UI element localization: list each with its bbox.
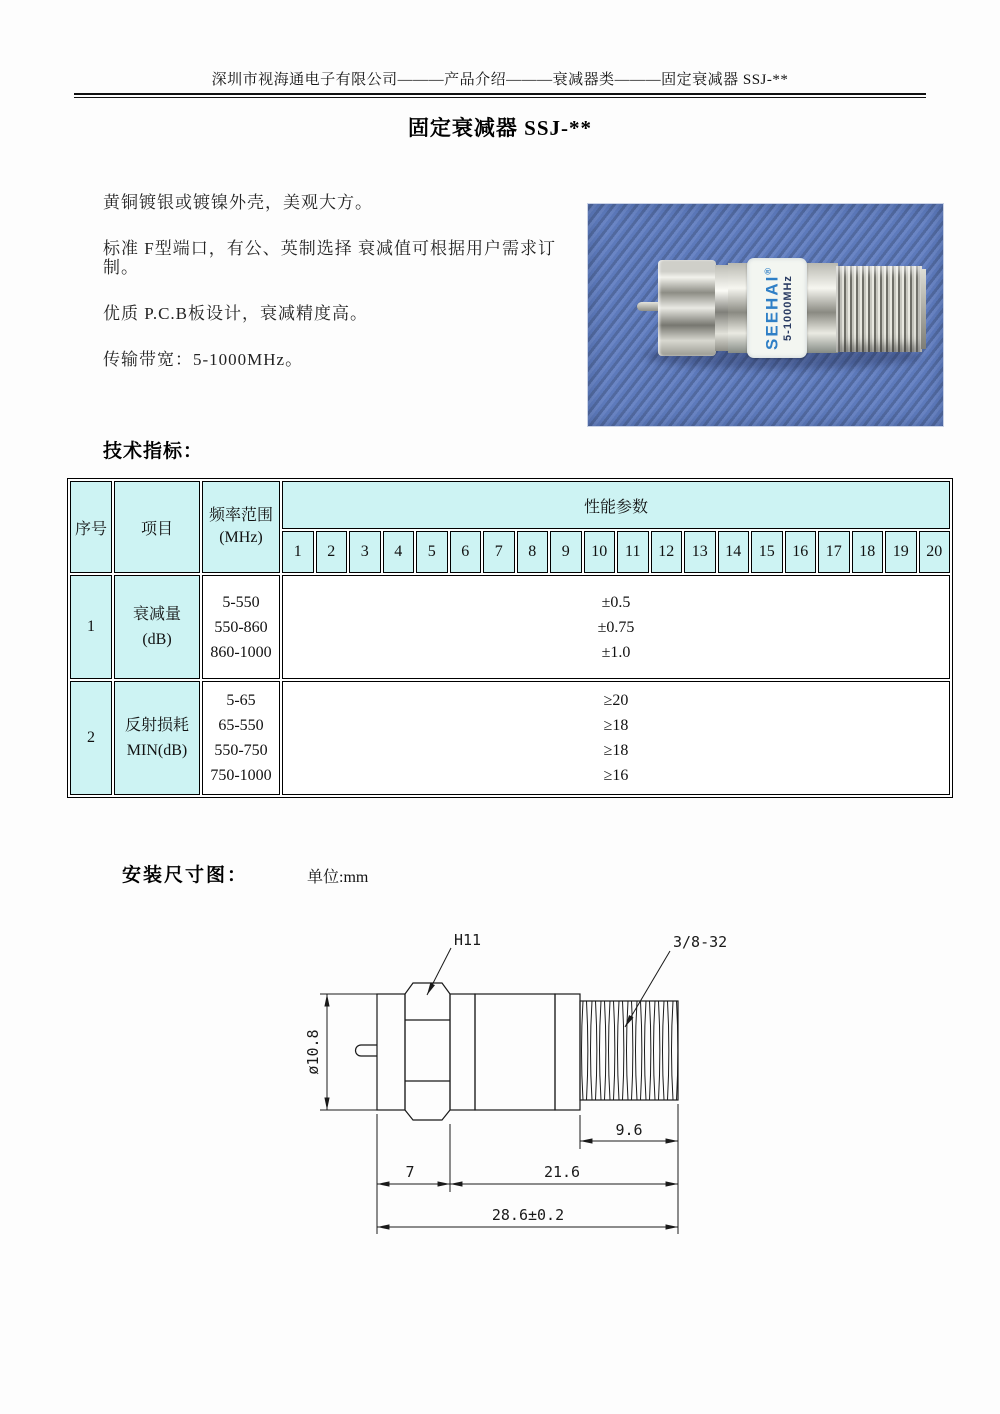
hex-nut-outline (405, 983, 450, 1120)
row-index: 1 (70, 575, 112, 679)
collar-ring (715, 265, 729, 351)
hex-nut (658, 260, 716, 356)
perf-number-row: 1 2 3 4 5 6 7 8 9 10 11 12 13 14 15 16 17 18 19 20 (70, 531, 950, 573)
neck-outline (450, 994, 475, 1110)
row-freq-ranges: 5-65 65-550 550-750 750-1000 (202, 681, 280, 795)
body-length-label: 21.6 (543, 1163, 581, 1181)
intro-paragraphs (103, 193, 583, 396)
page-title: 固定衰减器 SSJ-** (407, 116, 593, 140)
thread-outline (580, 1001, 678, 1100)
hex-leader-line (427, 948, 451, 995)
specs-heading: 技术指标： (103, 441, 204, 462)
header-rule (74, 93, 926, 98)
row-values: ±0.5 ±0.75 ±1.0 (282, 575, 950, 679)
col-header-item: 项目 (114, 481, 200, 573)
table-header-row (70, 481, 950, 529)
intro-line: 传输带宽：5-1000MHz。 (103, 350, 304, 369)
table-row (70, 681, 950, 795)
doc-header-line: 深圳市视海通电子有限公司———产品介绍———衰减器类———固定衰减器 SSJ-** (211, 72, 789, 88)
diameter-label: ø10.8 (304, 1029, 322, 1075)
intro-line: 优质 P.C.B板设计，衰减精度高。 (103, 304, 368, 323)
pin-outline (356, 1045, 378, 1056)
intro-line: 标准 F型端口，有公、英制选择 衰减值可根据用户需求订制。 (103, 239, 556, 277)
col-header-index: 序号 (70, 481, 112, 573)
brand-text: SEEHAI® (762, 266, 782, 350)
device-label (747, 258, 807, 358)
unit-label: 单位:mm (307, 869, 369, 886)
thread-spec-label: 3/8-32 (673, 933, 728, 951)
dims-heading: 安装尺寸图： (122, 865, 249, 886)
intro-line: 黄铜镀银或镀镍外壳，美观大方。 (103, 193, 373, 212)
body-outline (475, 994, 555, 1110)
device-outline (356, 983, 679, 1120)
row-index: 2 (70, 681, 112, 795)
collar-outline (555, 994, 580, 1110)
registered-mark: ® (763, 266, 774, 275)
hex-size-label: H11 (454, 931, 482, 949)
row-item: 反射损耗 MIN(dB) (114, 681, 200, 795)
flange-outline (377, 994, 405, 1110)
col-header-perf: 性能参数 (282, 481, 950, 529)
bandwidth-text: 5-1000MHz (781, 275, 794, 341)
col-header-freq: 频率范围 (MHz) (202, 481, 280, 573)
row-freq-ranges: 5-550 550-860 860-1000 (202, 575, 280, 679)
dimension-drawing (290, 908, 750, 1253)
row-item: 衰减量 (dB) (114, 575, 200, 679)
threaded-port (836, 266, 922, 352)
device-label-text (748, 258, 806, 358)
overall-length-label: 28.6±0.2 (491, 1206, 565, 1224)
front-length-label: 7 (405, 1163, 415, 1181)
row-values: ≥20 ≥18 ≥18 ≥16 (282, 681, 950, 795)
product-photo (587, 203, 944, 427)
barrel-tip (921, 269, 926, 349)
table-row (70, 575, 950, 679)
spec-table (67, 478, 953, 798)
thread-length-label: 9.6 (615, 1121, 643, 1139)
